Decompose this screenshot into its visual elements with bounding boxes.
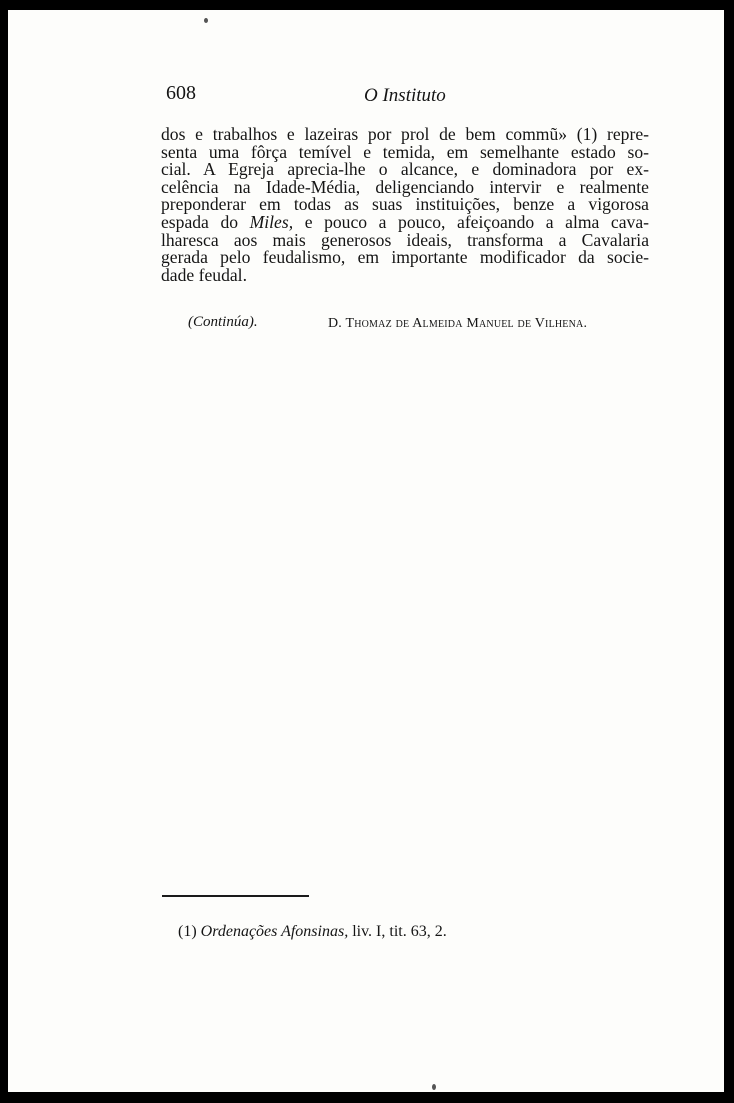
text-line: dade feudal. xyxy=(161,264,247,285)
text-line: cial. A Egreja aprecia-lhe o alcance, e dominadora por ex- xyxy=(161,159,649,180)
footnote-marker: (1) xyxy=(178,923,197,940)
text-line: celência na Idade-Média, deligenciando intervir e realmente xyxy=(161,176,649,197)
text-line: senta uma fôrça temível e temida, em semelhante estado so- xyxy=(161,141,649,162)
footnote-reference: liv. I, tit. 63, 2. xyxy=(352,923,447,940)
text-line: gerada pelo feudalismo, em importante modificador da socie- xyxy=(161,247,649,268)
text-line: espada do Miles, e pouco a pouco, afeiçoando a alma cava- xyxy=(161,211,649,232)
page-number: 608 xyxy=(166,82,196,104)
text-line: lharesca aos mais generosos ideais, transforma a Cavalaria xyxy=(161,229,649,250)
latin-term: Miles, xyxy=(249,211,294,232)
footnote xyxy=(178,923,447,941)
continuation-note: (Continúa). xyxy=(188,314,258,330)
book-page xyxy=(8,10,724,1092)
author-signature: D. Thomaz de Almeida Manuel de Vilhena. xyxy=(328,316,588,331)
scan-speck xyxy=(432,1084,436,1090)
running-title: O Instituto xyxy=(364,85,446,106)
scan-speck xyxy=(204,18,208,23)
text-line: preponderar em todas as suas instituições, benze a vigorosa xyxy=(161,194,649,215)
footnote-work-title: Ordenações Afonsinas, xyxy=(200,923,349,940)
text-line: dos e trabalhos e lazeiras por prol de bem commũ» (1) repre- xyxy=(161,124,649,144)
body-paragraph xyxy=(161,126,649,284)
footnote-divider xyxy=(162,895,309,897)
